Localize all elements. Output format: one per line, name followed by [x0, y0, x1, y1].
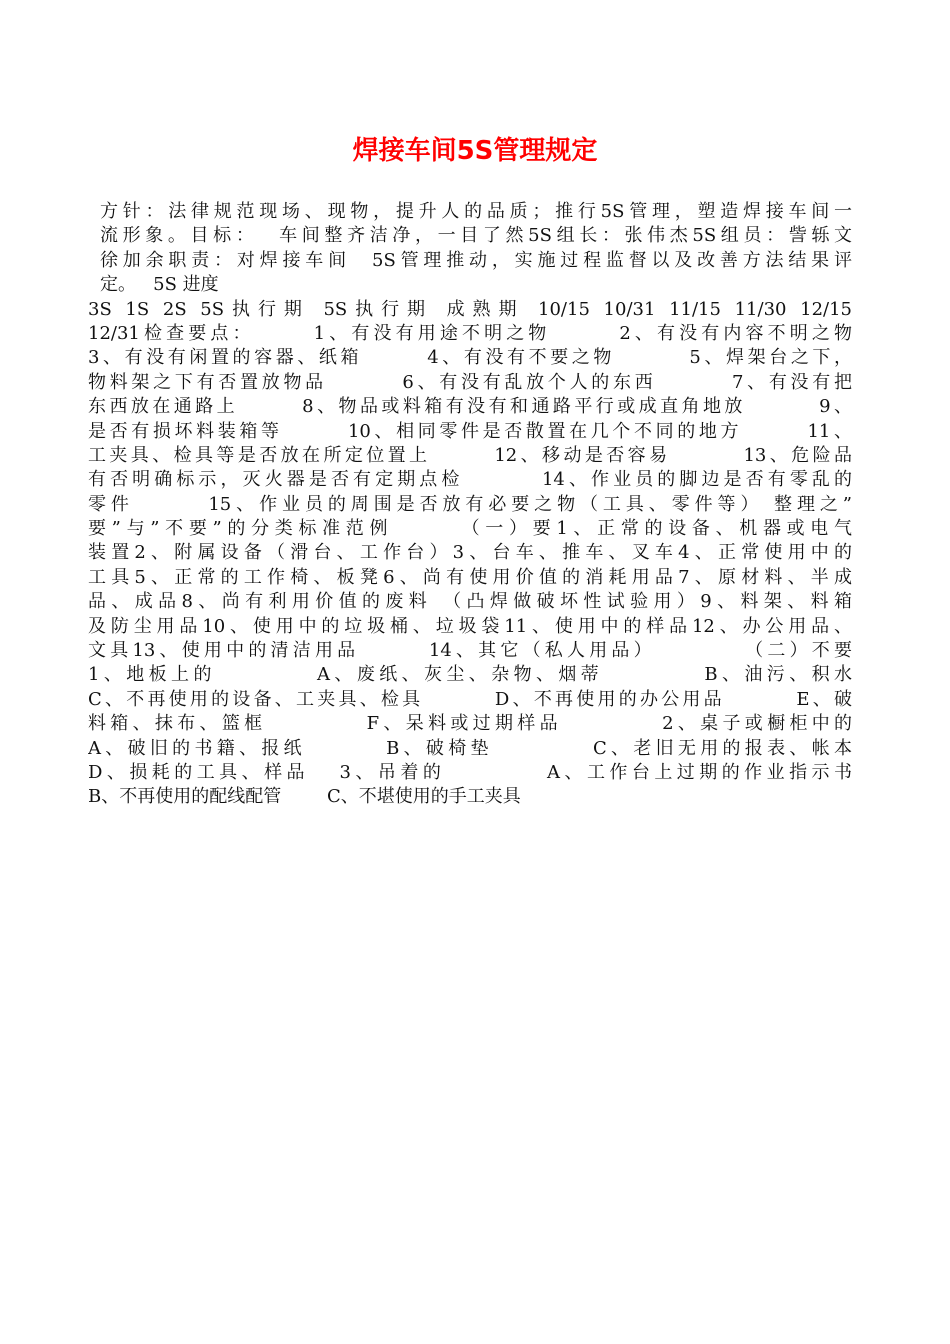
- body-line: 1、地板上的 A、废纸、灰尘、杂物、烟蒂 B、油污、积水: [88, 664, 852, 686]
- body-line: 东西放在通路上 8、物品或料箱有没有和通路平行或成直角地放 9、: [88, 396, 852, 418]
- body-line: 3S 1S 2S 5S执行期 5S执行期 成熟期 10/15 10/31 11/15 11/30 12/15: [88, 298, 852, 320]
- body-line: C、不再使用的设备、工夹具、检具 D、不再使用的办公用品 E、破: [88, 688, 852, 710]
- body-line: 定。 5S 进度: [100, 274, 219, 296]
- body-line: 3、有没有闲置的容器、纸箱 4、有没有不要之物 5、焊架台之下，: [88, 347, 852, 369]
- body-line: 是否有损坏料装箱等 10、相同零件是否散置在几个不同的地方 11、: [88, 420, 852, 442]
- body-line: A、破旧的书籍、报纸 B、破椅垫 C、老旧无用的报表、帐本: [88, 737, 852, 759]
- body-line: 工夹具、检具等是否放在所定位置上 12、移动是否容易 13、危险品: [88, 444, 852, 466]
- body-line: 要”与”不要”的分类标准范例 （一）要1、正常的设备、机器或电气: [88, 518, 852, 540]
- body-line: 及防尘用品10、使用中的垃圾桶、垃圾袋11、使用中的样品12、办公用品、: [88, 615, 852, 637]
- body-line: 12/31检查要点： 1、有没有用途不明之物 2、有没有内容不明之物: [88, 322, 852, 344]
- body-line: 方针：法律规范现场、现物，提升人的品质；推行5S管理，塑造焊接车间一: [100, 201, 852, 222]
- body-line: 物料架之下有否置放物品 6、有没有乱放个人的东西 7、有没有把: [88, 371, 852, 393]
- body-line: 零件 15、作业员的周围是否放有必要之物（工具、零件等） 整理之”: [88, 493, 852, 515]
- body-line: 装置2、附属设备（滑台、工作台）3、台车、推车、叉车4、正常使用中的: [88, 542, 852, 564]
- body-line: B、不再使用的配线配管 C、不堪使用的手工夹具: [88, 786, 521, 808]
- body-line: 流形象。目标： 车间整齐洁净，一目了然5S组长：张伟杰5S组员：訾轹文: [100, 225, 852, 247]
- body-line: 徐加余职责：对焊接车间 5S管理推动，实施过程监督以及改善方法结果评: [100, 249, 852, 271]
- document-body: [88, 200, 852, 810]
- body-line: 工具5、正常的工作椅、板凳6、尚有使用价值的消耗用品7、原材料、半成: [88, 566, 852, 588]
- body-line: 品、成品8、尚有利用价值的废料 （凸焊做破坏性试验用）9、料架、料箱: [88, 591, 852, 613]
- document-title: 焊接车间5S管理规定: [352, 136, 598, 166]
- body-line: 料箱、抹布、篮框 F、呆料或过期样品 2、桌子或橱柜中的: [88, 713, 852, 735]
- body-line: 文具13、使用中的清洁用品 14、其它（私人用品） （二）不要: [88, 640, 852, 662]
- body-line: 有否明确标示，灭火器是否有定期点检 14、作业员的脚边是否有零乱的: [88, 469, 852, 491]
- body-line: D、损耗的工具、样品 3、吊着的 A、工作台上过期的作业指示书: [88, 761, 852, 783]
